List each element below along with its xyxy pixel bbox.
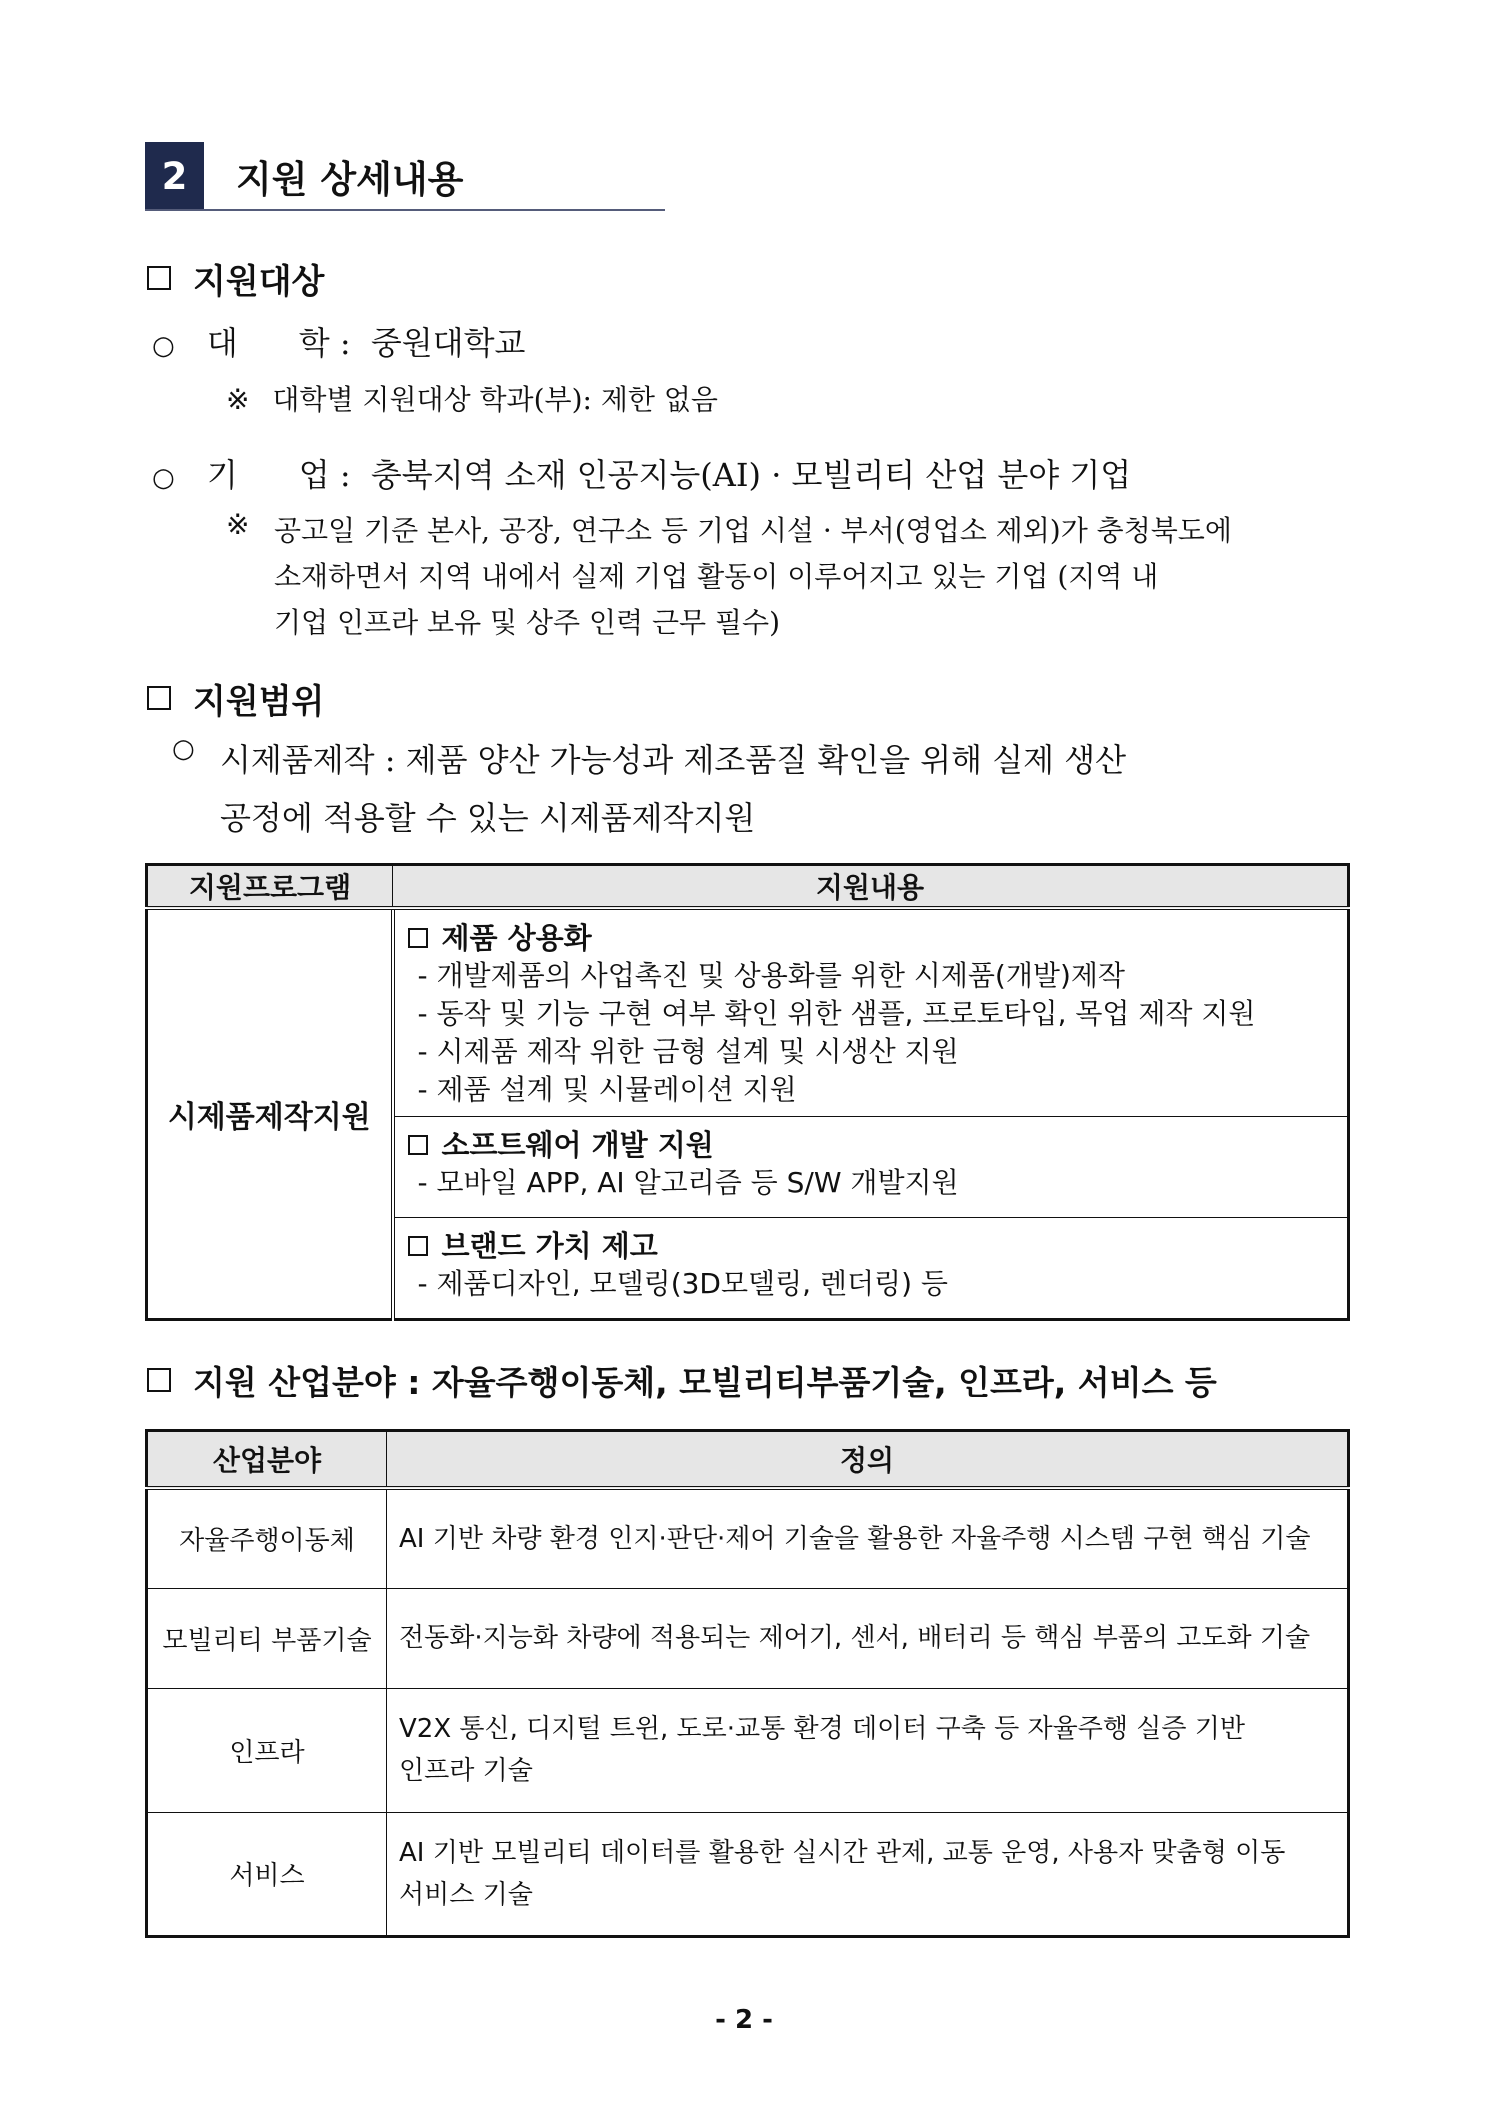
scope-heading-text: 지원범위	[193, 681, 325, 722]
section-underline	[145, 209, 665, 211]
table-row	[147, 1688, 1349, 1812]
program-table	[145, 863, 1350, 1321]
definition-line: 서비스 기술	[399, 1879, 533, 1910]
list-item: - 시제품 제작 위한 금형 설계 및 시생산 지원	[417, 1035, 959, 1068]
checkbox-square-icon	[147, 266, 171, 290]
header-field: 산업분야	[147, 1431, 387, 1489]
table-row	[147, 1812, 1349, 1936]
block-title-text: 제품 상용화	[441, 921, 592, 955]
field-cell: 인프라	[147, 1688, 387, 1812]
scope-heading	[147, 676, 324, 720]
table-row	[147, 908, 1349, 1117]
block-title	[408, 1126, 1335, 1164]
content-block	[393, 908, 1349, 1117]
definition-cell	[387, 1812, 1349, 1936]
bullet-circle-icon: ○	[172, 734, 195, 764]
field-cell: 모빌리티 부품기술	[147, 1588, 387, 1688]
table-row	[147, 1588, 1349, 1688]
page-number: - 2 -	[715, 2005, 773, 2035]
definition-line: 전동화·지능화 차량에 적용되는 제어기, 센서, 배터리 등 핵심 부품의 고도화 기술	[399, 1623, 1311, 1653]
list-item: - 개발제품의 사업촉진 및 상용화를 위한 시제품(개발)제작	[417, 959, 1125, 992]
industry-heading	[147, 1355, 1217, 1405]
field-cell: 서비스	[147, 1812, 387, 1936]
checkbox-square-icon	[408, 928, 428, 948]
company-note-line: 공고일 기준 본사, 공장, 연구소 등 기업 시설 · 부서(영업소 제외)가 충청북도에	[274, 514, 1232, 547]
header-program: 지원프로그램	[147, 865, 393, 909]
checkbox-square-icon	[147, 1368, 171, 1392]
list-item: - 동작 및 기능 구현 여부 확인 위한 샘플, 프로토타입, 목업 제작 지원	[417, 997, 1256, 1030]
header-definition: 정의	[387, 1431, 1349, 1489]
section-number: 2	[145, 142, 204, 210]
company-line	[152, 450, 1131, 496]
header-content: 지원내용	[393, 865, 1349, 909]
definition-line: V2X 통신, 디지털 트윈, 도로·교통 환경 데이터 구축 등 자율주행 실증 기반	[399, 1714, 1245, 1744]
scope-item-line: 공정에 적용할 수 있는 시제품제작지원	[220, 799, 756, 837]
company-value: 충북지역 소재 인공지능(AI) · 모빌리티 산업 분야 기업	[370, 456, 1132, 494]
definition-cell	[387, 1588, 1349, 1688]
note-mark-icon: ※	[226, 508, 250, 541]
university-note	[226, 378, 718, 418]
definition-line: 인프라 기술	[399, 1756, 533, 1786]
note-mark-icon: ※	[226, 383, 250, 416]
program-name: 시제품제작지원	[147, 908, 393, 1320]
target-heading-text: 지원대상	[193, 261, 325, 302]
section-title: 지원 상세내용	[236, 158, 464, 201]
bullet-circle-icon: ○	[152, 463, 175, 493]
field-cell: 자율주행이동체	[147, 1488, 387, 1588]
checkbox-square-icon	[408, 1135, 428, 1155]
block-title	[408, 1227, 1335, 1265]
target-heading	[147, 256, 324, 300]
block-title-text: 소프트웨어 개발 지원	[441, 1128, 714, 1162]
list-item: - 모바일 APP, AI 알고리즘 등 S/W 개발지원	[417, 1166, 959, 1199]
table-header-row	[147, 1431, 1349, 1489]
university-value: 중원대학교	[370, 324, 526, 362]
definition-line: AI 기반 모빌리티 데이터를 활용한 실시간 관제, 교통 운영, 사용자 맞춤형 이동	[399, 1837, 1286, 1868]
table-header-row	[147, 865, 1349, 909]
scope-item-line: 시제품제작 : 제품 양산 가능성과 제조품질 확인을 위해 실제 생산	[220, 741, 1127, 779]
definition-cell	[387, 1688, 1349, 1812]
industry-heading-text: 지원 산업분야 : 자율주행이동체, 모빌리티부품기술, 인프라, 서비스 등	[193, 1362, 1217, 1402]
content-block	[393, 1117, 1349, 1218]
definition-line: AI 기반 차량 환경 인지·판단·제어 기술을 활용한 자율주행 시스템 구현 핵심 기술	[399, 1523, 1311, 1554]
company-note-line: 소재하면서 지역 내에서 실제 기업 활동이 이루어지고 있는 기업 (지역 내	[274, 560, 1159, 593]
bullet-circle-icon: ○	[152, 331, 175, 361]
list-item: - 제품디자인, 모델링(3D모델링, 렌더링) 등	[417, 1267, 948, 1300]
company-note-line: 기업 인프라 보유 및 상주 인력 근무 필수)	[274, 606, 780, 639]
university-note-text: 대학별 지원대상 학과(부): 제한 없음	[272, 383, 718, 416]
university-label: 대 학 :	[206, 324, 351, 362]
block-title-text: 브랜드 가치 제고	[441, 1229, 658, 1263]
university-line	[152, 318, 525, 364]
table-row	[147, 1488, 1349, 1588]
checkbox-square-icon	[408, 1236, 428, 1256]
content-block	[393, 1218, 1349, 1320]
list-item: - 제품 설계 및 시뮬레이션 지원	[417, 1073, 797, 1106]
company-label: 기 업 :	[206, 456, 351, 494]
industry-table	[145, 1429, 1350, 1938]
definition-cell	[387, 1488, 1349, 1588]
checkbox-square-icon	[147, 686, 171, 710]
block-title	[408, 919, 1335, 957]
